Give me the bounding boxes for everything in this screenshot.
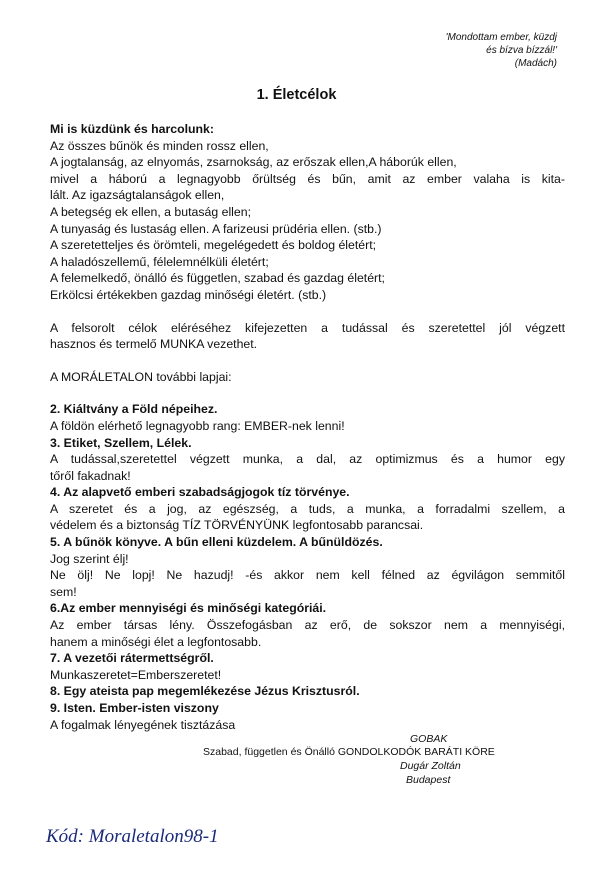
list-item-title: 6.Az ember mennyiségi és minőségi kategóriái.	[50, 601, 327, 616]
signature-city: Budapest	[406, 774, 451, 786]
signature-gobak: GOBAK	[410, 733, 448, 745]
goal-line: A jogtalanság, az elnyomás, zsarnokság, az erőszak ellen,A háborúk ellen,	[50, 155, 457, 170]
list-item-title: 8. Egy ateista pap megemlékezése Jézus Krisztusról.	[50, 684, 360, 699]
goal-line: A szeretetteljes és örömteli, megelégedett és boldog életért;	[50, 238, 377, 253]
goal-line: lált. Az igazságtalanságok ellen,	[50, 188, 225, 203]
list-item-desc: A földön elérhető legnagyobb rang: EMBER-nek lenni!	[50, 418, 345, 433]
signature-name: Dugár Zoltán	[400, 760, 461, 772]
goal-line: A haladószellemű, félelemnélküli életért;	[50, 254, 269, 269]
section-heading: Mi is küzdünk és harcolunk:	[50, 122, 214, 136]
goal-line: Az összes bűnök és minden rossz ellen,	[50, 138, 269, 153]
list-item-title: 3. Etiket, Szellem, Lélek.	[50, 435, 192, 450]
goal-line: A felemelkedő, önálló és független, szabad és gazdag életért;	[50, 271, 385, 286]
paragraph-line: hasznos és termelő MUNKA vezethet.	[50, 337, 258, 352]
list-item-desc: hanem a minőségi élet a legfontosabb.	[50, 634, 262, 649]
paragraph-line: A felsorolt célok eléréséhez kifejezetten a tudással és szeretettel jól végzett	[50, 320, 565, 335]
goal-line: mivel a háború a legnagyobb őrültség és bűn, amit az ember valaha is kita-	[50, 171, 565, 186]
document-body	[50, 121, 565, 733]
list-item-desc: Jog szerint élj!	[50, 551, 129, 566]
document-code: Kód: Moraletalon98-1	[46, 826, 219, 847]
list-item-title: 4. Az alapvető emberi szabadságjogok tíz törvénye.	[50, 485, 350, 500]
page-title: 1. Életcélok	[256, 87, 337, 103]
list-item-desc: A szeretet és a jog, az egészség, a tuds, a munka, a forradalmi szellem, a	[50, 501, 565, 516]
motto-line-1: 'Mondottam ember, küzdj	[445, 32, 557, 43]
list-item-title: 9. Isten. Ember-isten viszony	[50, 701, 219, 715]
list-item-desc: védelem és a biztonság TÍZ TÖRVÉNYÜNK legfontosabb parancsai.	[50, 518, 424, 533]
list-item-desc: A fogalmak lényegének tisztázása	[50, 717, 236, 732]
motto-line-2: és bízva bízzál!'	[486, 45, 557, 56]
goal-line: A betegség ek ellen, a butaság ellen;	[50, 204, 252, 219]
list-item-desc: sem!	[50, 584, 77, 599]
list-item-title: 5. A bűnök könyve. A bűn elleni küzdelem. A bűnüldözés.	[50, 535, 383, 550]
goal-line: Erkölcsi értékekben gazdag minőségi életért. (stb.)	[50, 287, 327, 302]
signature-organization: Szabad, független és Önálló GONDOLKODÓK BARÁTI KÖRE	[203, 746, 495, 758]
further-pages-label: A MORÁLETALON további lapjai:	[50, 369, 232, 384]
motto-quote	[337, 31, 557, 70]
goal-line: A tunyaság és lustaság ellen. A farizeusi prüdéria ellen. (stb.)	[50, 221, 382, 236]
motto-author: (Madách)	[514, 58, 557, 69]
list-item-desc: Az ember társas lény. Összefogásban az erő, de sokszor nem a mennyiségi,	[50, 618, 565, 633]
list-item-desc: A tudással,szeretettel végzett munka, a dal, az optimizmus és a humor egy	[50, 452, 565, 467]
list-item-title: 7. A vezetői rátermettségről.	[50, 651, 214, 666]
list-item-desc: Ne ölj! Ne lopj! Ne hazudj! -és akkor nem kell félned az égvilágon semmitől	[50, 568, 565, 583]
list-item-desc: tőről fakadnak!	[50, 468, 131, 483]
list-item-title: 2. Kiáltvány a Föld népeihez.	[50, 402, 218, 417]
list-item-desc: Munkaszeretet=Emberszeretet!	[50, 667, 222, 682]
